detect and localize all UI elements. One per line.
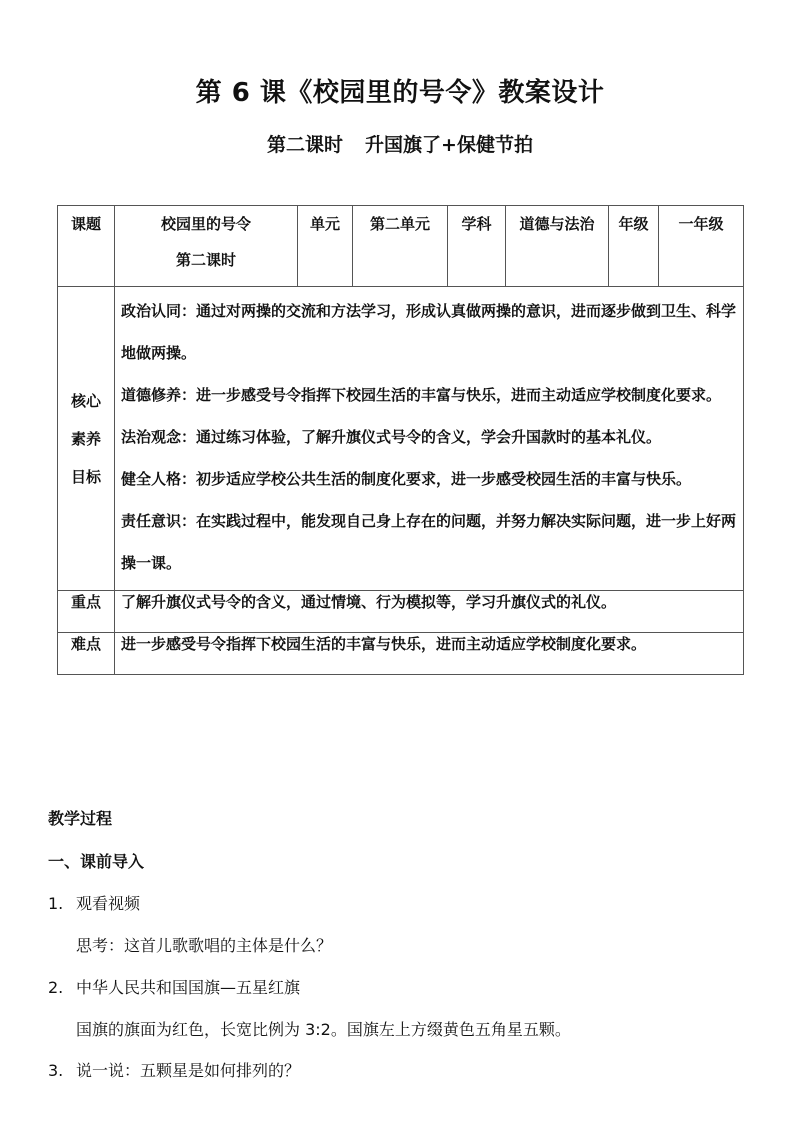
unit-label: 单元 bbox=[298, 206, 353, 287]
item-number: 2. bbox=[48, 978, 64, 997]
lesson-plan-table bbox=[57, 205, 744, 675]
goal-political: 政治认同：通过对两操的交流和方法学习，形成认真做两操的意识，进而逐步做到卫生、科学地做两操。 bbox=[121, 302, 737, 362]
core-goals-label bbox=[58, 287, 115, 591]
item-subtext: 思考：这首儿歌歌唱的主体是什么？ bbox=[76, 936, 333, 955]
list-item bbox=[48, 891, 140, 914]
subject-value: 道德与法治 bbox=[506, 206, 609, 287]
lesson-topic: 升国旗了+保健节拍 bbox=[365, 134, 533, 156]
document-subtitle bbox=[0, 130, 800, 157]
difficult-point-label: 难点 bbox=[58, 633, 115, 675]
core-label-line: 素养 bbox=[70, 429, 101, 448]
item-subtext: 国旗的旗面为红色，长宽比例为 3:2。国旗左上方缀黄色五角星五颗。 bbox=[76, 1020, 571, 1039]
list-item bbox=[48, 1058, 300, 1081]
item-number: 1. bbox=[48, 894, 64, 913]
table-row-key-point bbox=[58, 591, 744, 633]
table-row-core-goals bbox=[58, 287, 744, 591]
key-point-value: 了解升旗仪式号令的含义，通过情境、行为模拟等，学习升旗仪式的礼仪。 bbox=[115, 591, 744, 633]
topic-value bbox=[115, 206, 298, 287]
grade-label: 年级 bbox=[609, 206, 659, 287]
unit-value: 第二单元 bbox=[353, 206, 448, 287]
goal-law: 法治观念：通过练习体验，了解升旗仪式号令的含义，学会升国款时的基本礼仪。 bbox=[121, 428, 662, 446]
goal-personality: 健全人格：初步适应学校公共生活的制度化要求，进一步感受校园生活的丰富与快乐。 bbox=[121, 470, 692, 488]
subject-label: 学科 bbox=[448, 206, 506, 287]
lesson-period: 第二课时 bbox=[267, 134, 344, 156]
item-text: 说一说：五颗星是如何排列的？ bbox=[76, 1061, 301, 1080]
item-number: 3. bbox=[48, 1061, 64, 1080]
goal-responsibility: 责任意识：在实践过程中，能发现自己身上存在的问题，并努力解决实际问题，进一步上好两操一课。 bbox=[121, 512, 737, 572]
item-text: 中华人民共和国国旗—五星红旗 bbox=[76, 978, 301, 997]
section-heading: 一、课前导入 bbox=[48, 852, 145, 871]
topic-line: 校园里的号令 bbox=[160, 215, 251, 233]
topic-line: 第二课时 bbox=[175, 251, 236, 269]
difficult-point-value: 进一步感受号令指挥下校园生活的丰富与快乐，进而主动适应学校制度化要求。 bbox=[115, 633, 744, 675]
core-label-line: 核心 bbox=[70, 391, 101, 410]
item-text: 观看视频 bbox=[76, 894, 141, 913]
topic-label: 课题 bbox=[58, 206, 115, 287]
core-goals-content bbox=[115, 287, 744, 591]
key-point-label: 重点 bbox=[58, 591, 115, 633]
process-heading: 教学过程 bbox=[48, 809, 113, 828]
list-item bbox=[48, 975, 300, 998]
goal-moral: 道德修养：进一步感受号令指挥下校园生活的丰富与快乐，进而主动适应学校制度化要求。 bbox=[121, 386, 722, 404]
grade-value: 一年级 bbox=[659, 206, 744, 287]
document-title: 第 6 课《校园里的号令》教案设计 bbox=[195, 78, 605, 108]
table-row-header bbox=[58, 206, 744, 287]
core-label-line: 目标 bbox=[70, 467, 101, 486]
table-row-difficult-point bbox=[58, 633, 744, 675]
